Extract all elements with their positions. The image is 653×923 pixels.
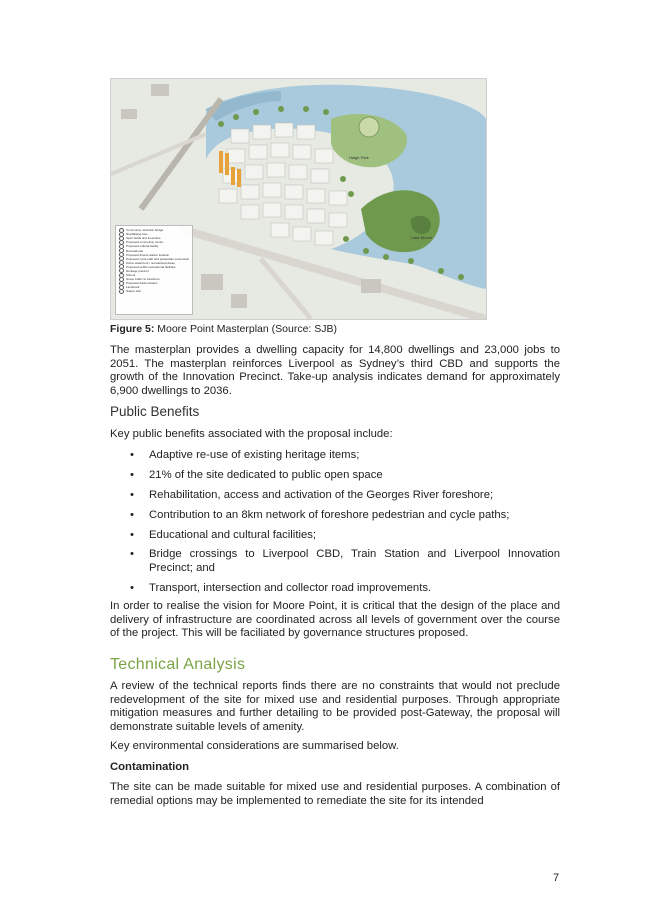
legend-item: Revitalising loss: [119, 232, 189, 236]
bullet-marker: •: [130, 468, 134, 481]
legend-item: Nature trail: [119, 289, 189, 293]
bullet-marker: •: [130, 449, 134, 461]
heading-technical-analysis: Technical Analysis: [110, 656, 246, 673]
benefits-list: [130, 449, 560, 602]
park-label: Haigh Park: [349, 155, 369, 160]
legend-item: Proposed cycle path and pedestrian connection: [119, 257, 189, 261]
list-item: • Transport, intersection and collector road improvements.: [130, 581, 432, 594]
paragraph-dwelling-capacity: The masterplan provides a dwelling capacity for 14,800 dwellings and 23,000 jobs to 2051. The masterplan reinforces Liverpool as Sydney’s third CBD and supports the growth of the Innovation Precinct. Take-up analysis indicates demand for approximately 6,900 dwellings to 2036.: [110, 344, 560, 397]
paragraph-vision: In order to realise the vision for Moore Point, it is critical that the design of the place and delivery of infrastructure are coordinated across all levels of government over the course of the project. This will be faciliated by governance structures proposed.: [110, 600, 560, 640]
legend-item: Sport fields and amenities: [119, 236, 189, 240]
legend-item: Proposed community centre: [119, 240, 189, 244]
bullet-marker: •: [130, 508, 134, 521]
legend-item: Proposed cultural facility: [119, 244, 189, 248]
legend-item: Proposed trade location: [119, 281, 189, 285]
heading-public-benefits: Public Benefits: [110, 404, 200, 419]
list-item: • 21% of the site dedicated to public open space: [130, 468, 383, 481]
caption-label: Figure 5:: [110, 323, 155, 335]
legend-list: [119, 228, 189, 294]
legend-item: Green buffer to foreshore: [119, 277, 189, 281]
list-item: • Adaptive re-use of existing heritage items;: [130, 449, 360, 461]
legend-marker-icon: [119, 289, 124, 293]
list-item: • Bridge crossings to Liverpool CBD, Train Station and Liverpool Innovation Precinct; and: [130, 548, 560, 575]
heading-contamination: Contamination: [110, 761, 190, 773]
masterplan-figure: [110, 78, 487, 320]
lake-label: Lake Moore: [411, 235, 433, 240]
legend-item: Heritage precinct: [119, 269, 189, 273]
figure-caption: [110, 323, 337, 335]
list-item: • Rehabilitation, access and activation of the Georges River foreshore;: [130, 488, 494, 501]
paragraph-key-benefits-intro: Key public benefits associated with the proposal include:: [110, 428, 393, 440]
page-number: 7: [553, 872, 560, 884]
legend-item: Proposed public recreational facilities: [119, 265, 189, 269]
legend-item: School: [119, 273, 189, 277]
bullet-marker: •: [130, 528, 134, 541]
legend-item: Recreational: [119, 248, 189, 252]
bullet-marker: •: [130, 488, 134, 501]
paragraph-technical-review: A review of the technical reports finds there are no constraints that would not preclude redevelopment of the site for mixed use and residential purposes. Through appropriate mitigation measures and further detailing to be provided post-Gateway, the proposal will demonstrate suitable levels of amenity.: [110, 680, 560, 733]
legend-item: Landmark: [119, 285, 189, 289]
legend-item: Proposed fitness station location: [119, 253, 189, 257]
legend-item: Community vehicular bridge: [119, 228, 189, 232]
list-item: • Educational and cultural facilities;: [130, 528, 317, 541]
paragraph-contamination: The site can be made suitable for mixed use and residential purposes. A combination of remedial options may be implemented to remediate the site for its intended: [110, 781, 560, 807]
legend-item: Active waterfront / recreational areas: [119, 261, 189, 265]
list-item: • Contribution to an 8km network of foreshore pedestrian and cycle paths;: [130, 508, 510, 521]
bullet-marker: •: [130, 581, 134, 594]
map-legend: [115, 225, 193, 315]
paragraph-key-considerations: Key environmental considerations are summarised below.: [110, 740, 399, 752]
bullet-marker: •: [130, 548, 134, 561]
caption-text: Moore Point Masterplan (Source: SJB): [154, 323, 338, 335]
